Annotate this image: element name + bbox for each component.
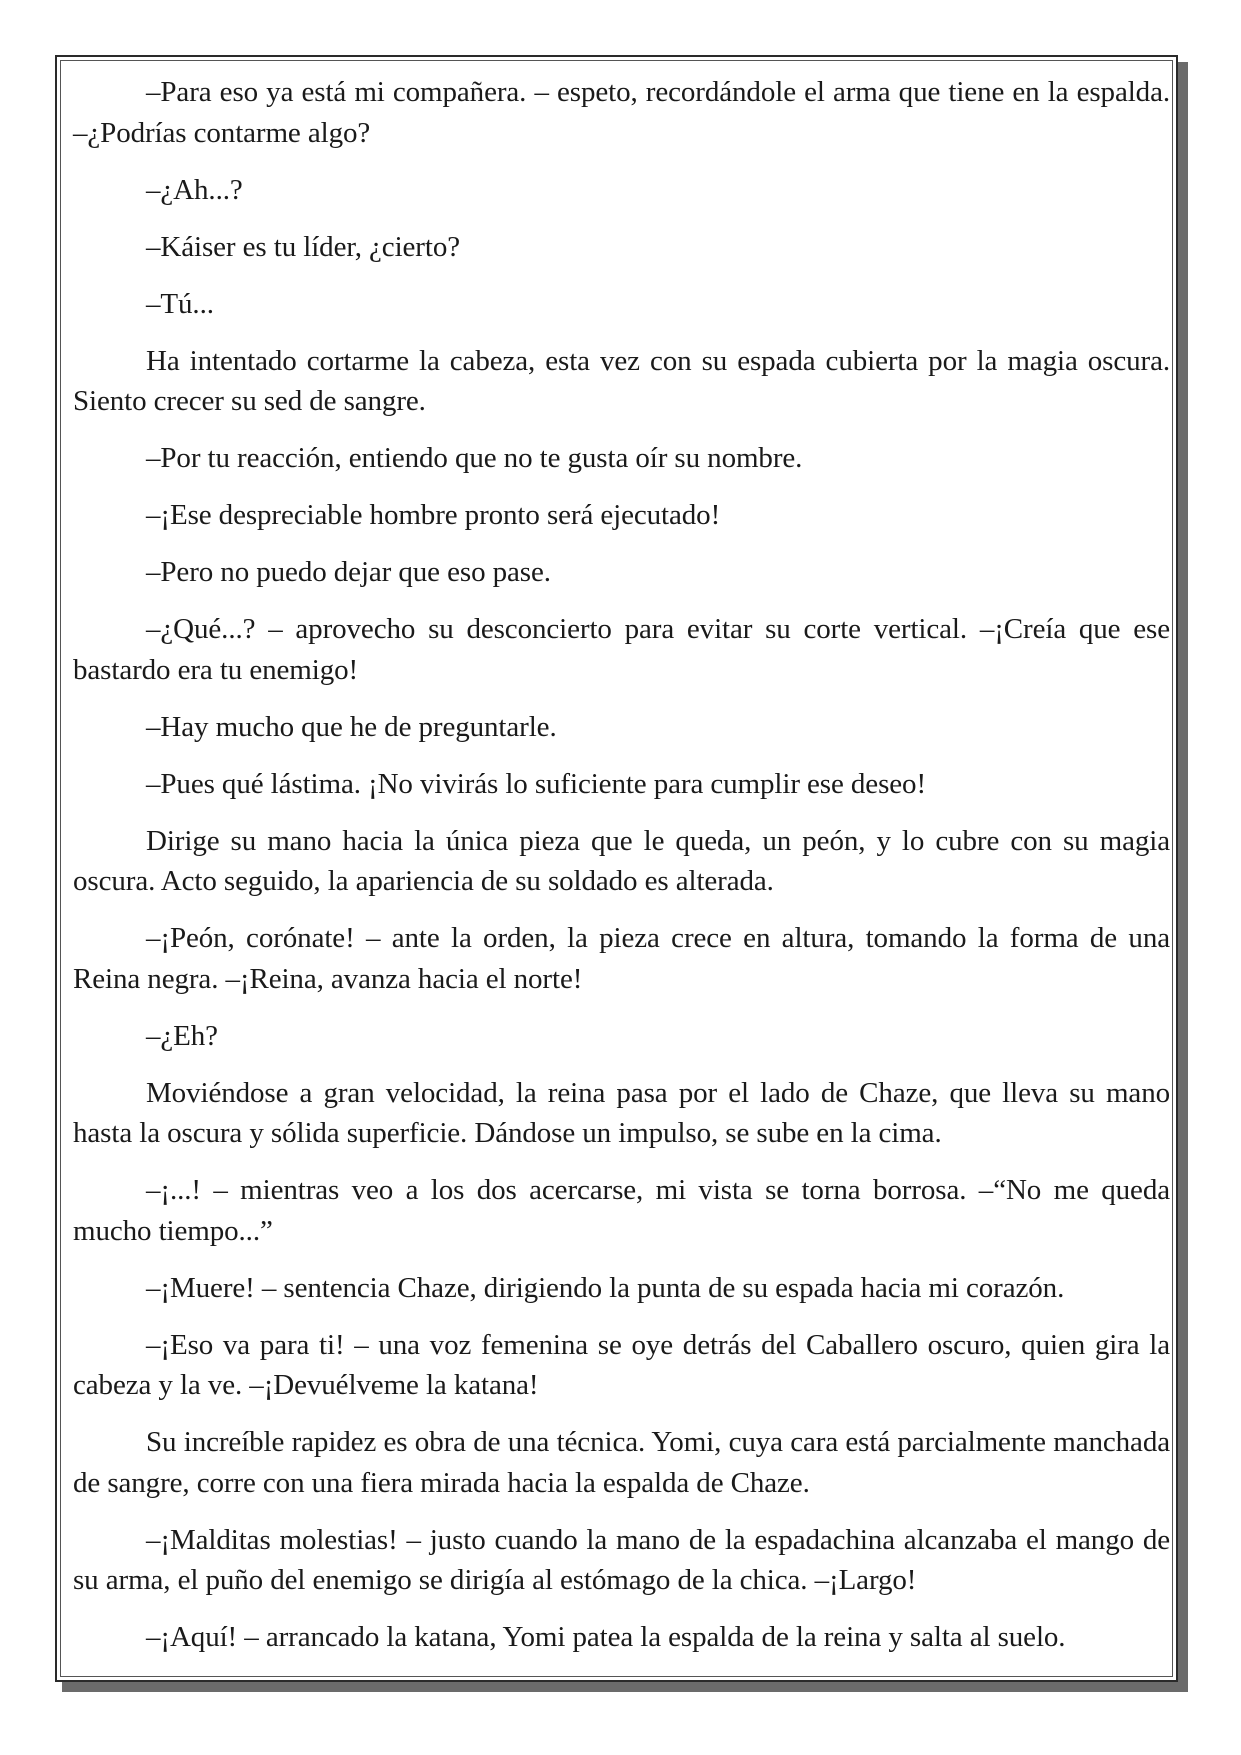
paragraph: –¡Malditas molestias! – justo cuando la mano de la espadachina alcanzaba el mango de su arma, el puño del enemigo se dirigía al estómago de la chica. –¡Largo! [73,1523,1170,1596]
paragraph: Ha intentado cortarme la cabeza, esta vez con su espada cubierta por la magia oscura. Siento crecer su sed de sangre. [73,344,1170,417]
paragraph: –¡Muere! – sentencia Chaze, dirigiendo la punta de su espada hacia mi corazón. [146,1271,1065,1304]
paragraph: –Pues qué lástima. ¡No vivirás lo suficiente para cumplir ese deseo! [146,767,926,800]
paragraph: –¡Peón, corónate! – ante la orden, la pieza crece en altura, tomando la forma de una Reina negra. –¡Reina, avanza hacia el norte! [73,922,1170,995]
paragraph: Su increíble rapidez es obra de una técnica. Yomi, cuya cara está parcialmente manchada de sangre, corre con una fiera mirada hacia la espalda de Chaze. [73,1426,1170,1499]
paragraph: –¿Ah...? [146,173,243,206]
paragraph: Dirige su mano hacia la única pieza que le queda, un peón, y lo cubre con su magia oscura. Acto seguido, la apariencia de su soldado es alterada. [73,824,1170,897]
paragraph: –¡Aquí! – arrancado la katana, Yomi patea la espalda de la reina y salta al suelo. [146,1621,1066,1653]
paragraph: –¡Ese despreciable hombre pronto será ejecutado! [146,499,721,531]
paragraph: –Tú... [146,287,214,320]
page-text-body [73,72,1170,1674]
paragraph: –¿Eh? [146,1019,218,1052]
paragraph: –Por tu reacción, entiendo que no te gusta oír su nombre. [146,442,803,474]
paragraph: Moviéndose a gran velocidad, la reina pasa por el lado de Chaze, que lleva su mano hasta la oscura y sólida superficie. Dándose un impulso, se sube en la cima. [73,1076,1170,1149]
paragraph: –¡...! – mientras veo a los dos acercarse, mi vista se torna borrosa. –“No me queda mucho tiempo...” [73,1174,1170,1247]
paragraph: –¡Eso va para ti! – una voz femenina se oye detrás del Caballero oscuro, quien gira la cabeza y la ve. –¡Devuélveme la katana! [73,1328,1170,1401]
paragraph: –Para eso ya está mi compañera. – espeto, recordándole el arma que tiene en la espalda. –¿Podrías contarme algo? [73,76,1170,149]
paragraph: –Káiser es tu líder, ¿cierto? [146,230,460,263]
paragraph: –¿Qué...? – aprovecho su desconcierto para evitar su corte vertical. –¡Creía que ese bastardo era tu enemigo! [73,613,1170,686]
paragraph: –Pero no puedo dejar que eso pase. [146,556,551,588]
paragraph: –Hay mucho que he de preguntarle. [146,710,557,743]
